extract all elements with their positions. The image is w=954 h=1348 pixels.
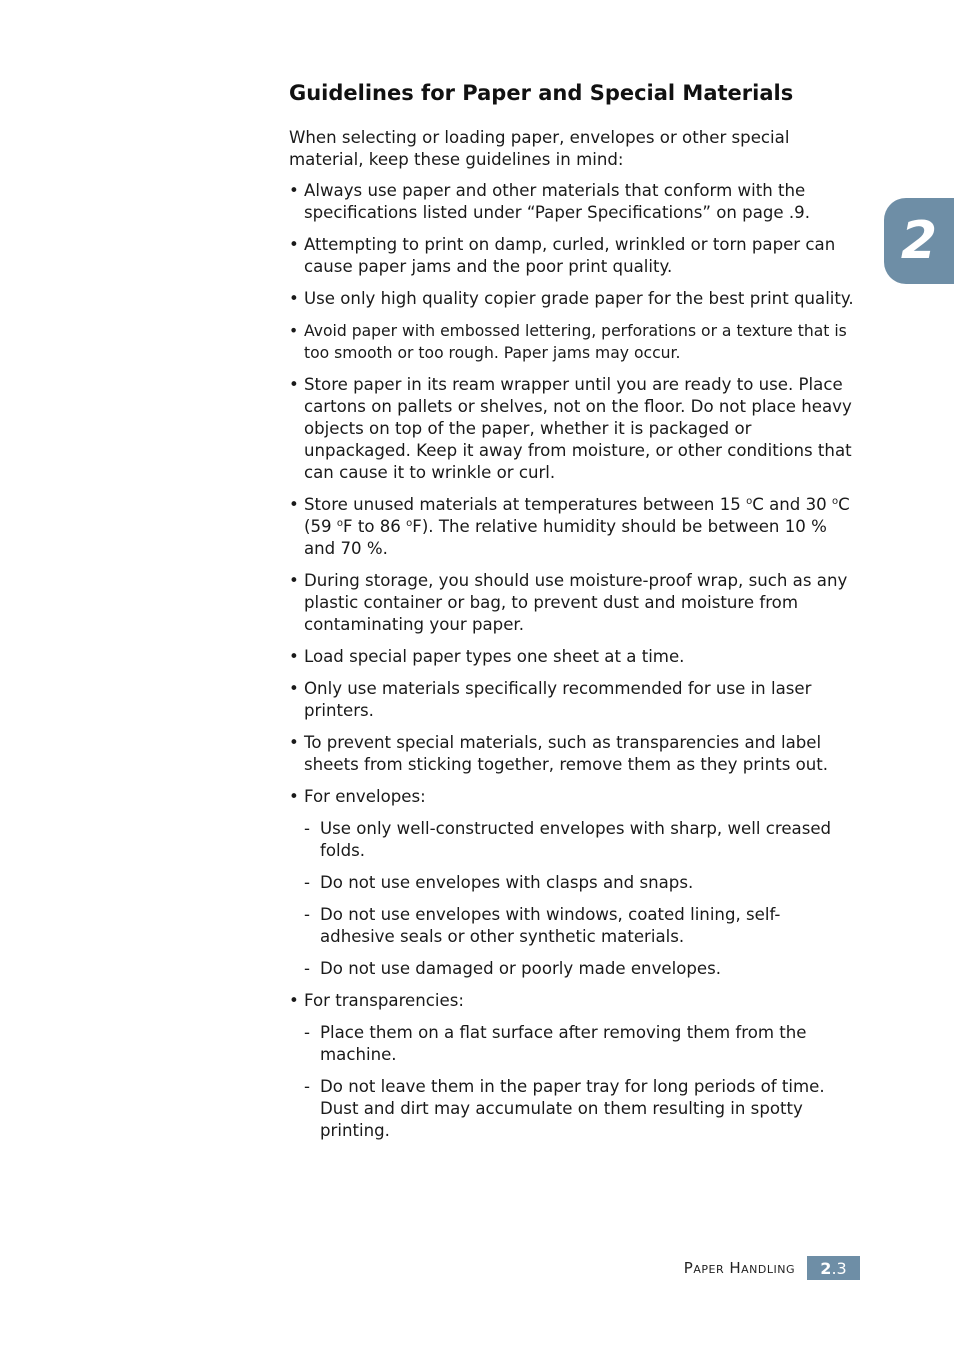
- list-item: [289, 288, 854, 310]
- list-item-text: During storage, you should use moisture-proof wrap, such as any plastic container or bag, to prevent dust and moisture from contaminating your paper.: [304, 571, 848, 634]
- degree-symbol: o: [336, 518, 343, 529]
- list-item-text: Use only high quality copier grade paper for the best print quality.: [304, 289, 854, 308]
- temperature-text: Store unused materials at temperatures between 15: [304, 495, 747, 514]
- page-content: [289, 80, 854, 1152]
- intro-paragraph: When selecting or loading paper, envelopes or other special material, keep these guidelines in mind:: [289, 128, 790, 169]
- list-item: [289, 494, 854, 560]
- degree-symbol: o: [406, 518, 413, 529]
- page-number: .3: [831, 1258, 847, 1278]
- bullet-marker: •: [289, 375, 299, 394]
- list-item: [289, 646, 854, 668]
- sub-list-item: [304, 818, 854, 862]
- temperature-text: F). The relative humidity should be between 10 % and 70 %.: [304, 517, 827, 558]
- list-item-text: Store paper in its ream wrapper until you are ready to use. Place cartons on pallets or shelves, not on the floor. Do not place heavy objects on top of the paper, whether it is packaged or unpackaged. Keep it away from moisture, or other conditions that can cause it to wrinkle or curl.: [304, 375, 852, 482]
- bullet-marker: •: [289, 787, 299, 806]
- list-item-text: Avoid paper with embossed lettering, perforations or a texture that is too smooth or too rough. Paper jams may occur.: [304, 322, 847, 362]
- list-item-text: For envelopes:: [304, 787, 426, 806]
- page-footer: [600, 1256, 860, 1280]
- list-item-text: Attempting to print on damp, curled, wrinkled or torn paper can cause paper jams and the poor print quality.: [304, 235, 836, 276]
- degree-symbol: o: [746, 496, 753, 507]
- sub-list-item-text: Place them on a flat surface after removing them from the machine.: [320, 1023, 807, 1064]
- bullet-marker: •: [289, 289, 299, 308]
- page-number-badge: [807, 1256, 860, 1280]
- page-title: Guidelines for Paper and Special Materials: [289, 81, 794, 105]
- bullet-marker: •: [289, 733, 299, 752]
- list-item: [289, 570, 854, 636]
- page-chapter-number: 2: [820, 1258, 832, 1278]
- list-item: [289, 234, 854, 278]
- sub-list-item: [304, 1076, 854, 1142]
- list-item-text: Load special paper types one sheet at a time.: [304, 647, 685, 666]
- degree-symbol: o: [832, 496, 839, 507]
- bullet-marker: •: [289, 991, 299, 1010]
- list-item: [289, 678, 854, 722]
- list-item-text: Only use materials specifically recommended for use in laser printers.: [304, 679, 812, 720]
- sub-list-item: [304, 872, 854, 894]
- dash-marker: -: [304, 819, 310, 838]
- list-item: [289, 320, 854, 364]
- temperature-text: C and 30: [752, 495, 832, 514]
- dash-marker: -: [304, 905, 310, 924]
- sub-list-item-text: Do not use envelopes with windows, coated lining, self-adhesive seals or other synthetic materials.: [320, 905, 781, 946]
- sub-list-item-text: Use only well-constructed envelopes with sharp, well creased folds.: [320, 819, 832, 860]
- bullet-marker: •: [289, 181, 299, 200]
- temperature-text: F to 86: [343, 517, 407, 536]
- bullet-marker: •: [289, 322, 299, 340]
- chapter-tab: 2: [884, 198, 954, 284]
- list-item-text: [304, 495, 850, 558]
- bullet-marker: •: [289, 495, 299, 514]
- envelope-sublist: [304, 818, 854, 980]
- bullet-marker: •: [289, 647, 299, 666]
- transparency-sublist: [304, 1022, 854, 1142]
- list-item-text: Always use paper and other materials that conform with the specifications listed under “Paper Specifications” on page .9.: [304, 181, 811, 222]
- dash-marker: -: [304, 1077, 310, 1096]
- sub-list-item-text: Do not use envelopes with clasps and snaps.: [320, 873, 694, 892]
- sub-list-item-text: Do not leave them in the paper tray for long periods of time. Dust and dirt may accumulate on them resulting in spotty printing.: [320, 1077, 825, 1140]
- dash-marker: -: [304, 959, 310, 978]
- sub-list-item-text: Do not use damaged or poorly made envelopes.: [320, 959, 722, 978]
- dash-marker: -: [304, 873, 310, 892]
- list-item: [289, 374, 854, 484]
- bullet-marker: •: [289, 571, 299, 590]
- footer-section-title: Paper Handling: [683, 1259, 795, 1277]
- list-item-envelopes: [289, 786, 854, 980]
- guidelines-list: [289, 180, 854, 1142]
- list-item-text: For transparencies:: [304, 991, 464, 1010]
- sub-list-item: [304, 1022, 854, 1066]
- list-item: [289, 180, 854, 224]
- bullet-marker: •: [289, 679, 299, 698]
- list-item: [289, 732, 854, 776]
- list-item-transparencies: [289, 990, 854, 1142]
- sub-list-item: [304, 904, 854, 948]
- temperature-text: C (59: [304, 495, 850, 536]
- list-item-text: To prevent special materials, such as transparencies and label sheets from sticking together, remove them as they prints out.: [304, 733, 829, 774]
- sub-list-item: [304, 958, 854, 980]
- bullet-marker: •: [289, 235, 299, 254]
- dash-marker: -: [304, 1023, 310, 1042]
